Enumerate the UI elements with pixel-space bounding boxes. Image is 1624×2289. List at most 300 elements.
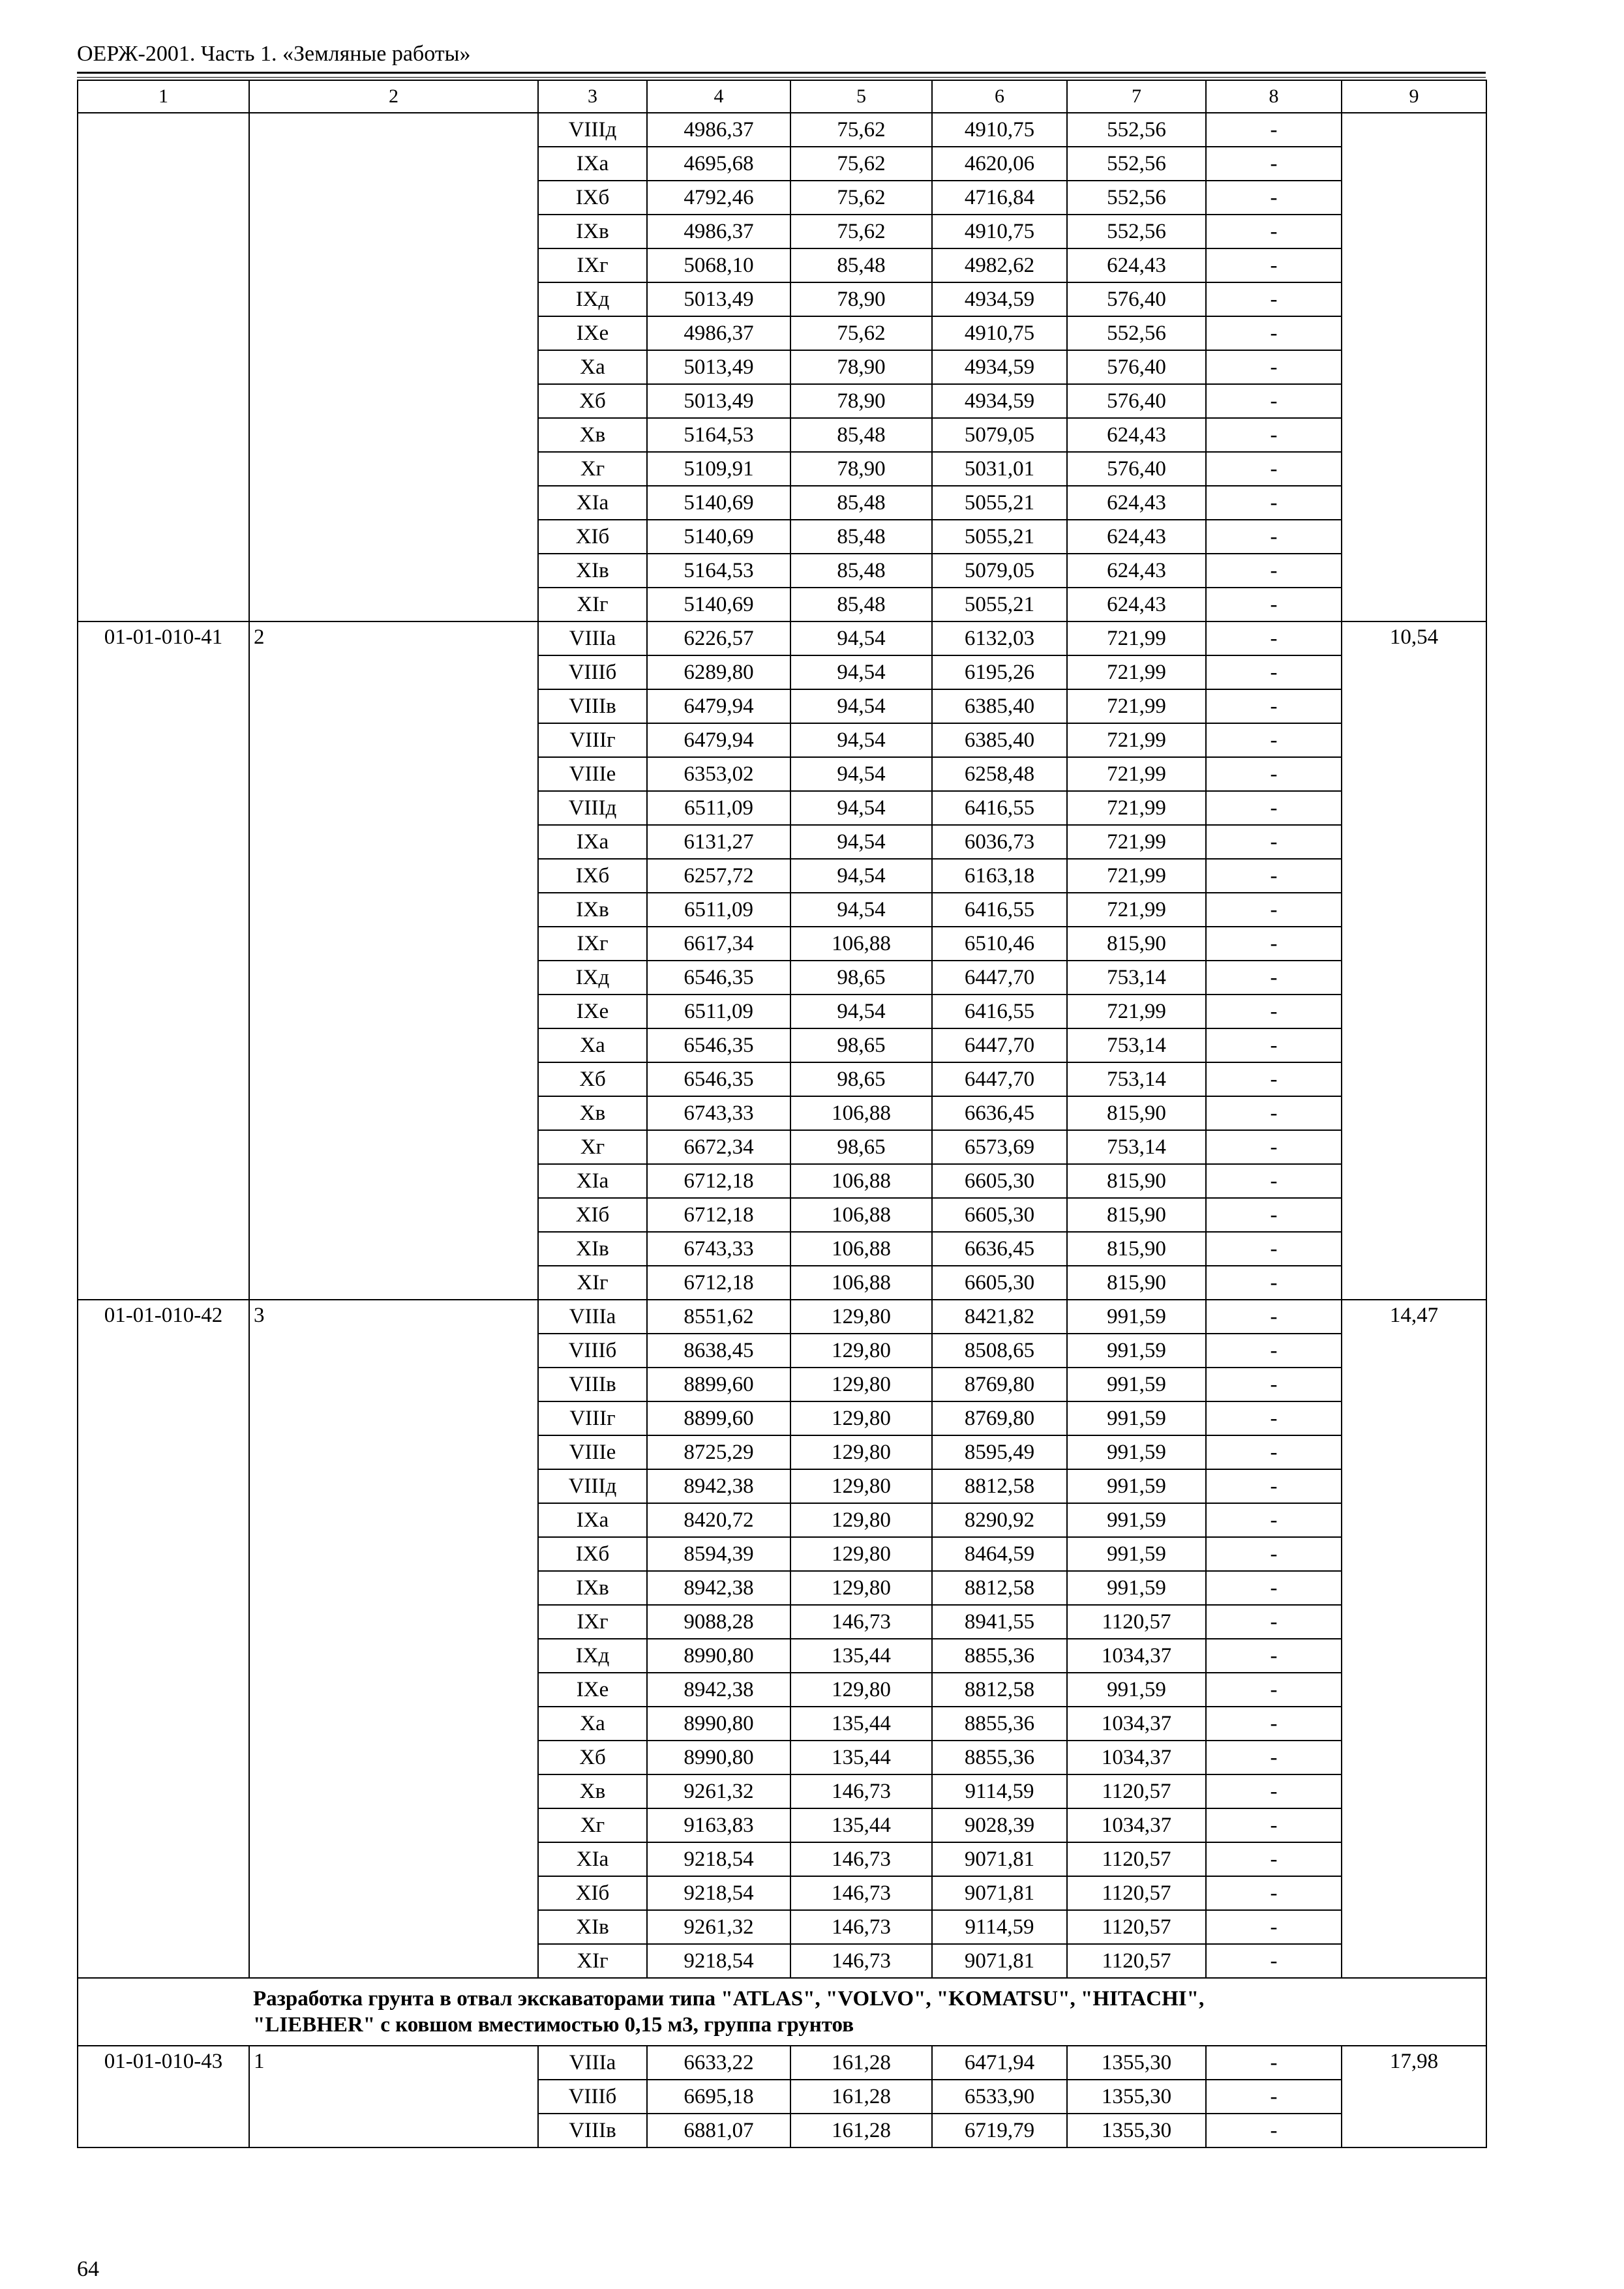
materials-cell: - (1206, 995, 1342, 1028)
machine-cost-cell: 5031,01 (932, 452, 1067, 486)
total-cost-cell: 6257,72 (647, 859, 790, 893)
total-cost-cell: 5140,69 (647, 520, 790, 554)
operator-wages-cell: 991,59 (1067, 1537, 1206, 1571)
soil-group-cell: Xб (538, 1062, 647, 1096)
operator-wages-cell: 624,43 (1067, 418, 1206, 452)
machine-cost-cell: 9071,81 (932, 1876, 1067, 1910)
wages-cell: 129,80 (790, 1537, 932, 1571)
operator-wages-cell: 1120,57 (1067, 1605, 1206, 1639)
wages-cell: 135,44 (790, 1707, 932, 1741)
wages-cell: 98,65 (790, 961, 932, 995)
machine-cost-cell: 4934,59 (932, 282, 1067, 316)
soil-group-cell: VIIIд (538, 791, 647, 825)
total-cost-cell: 6289,80 (647, 655, 790, 689)
labor-hours-cell: 10,54 (1342, 621, 1486, 1300)
soil-group-cell: VIIIд (538, 113, 647, 147)
soil-group-cell: XIб (538, 1876, 647, 1910)
soil-group-cell: Xв (538, 1096, 647, 1130)
operator-wages-cell: 721,99 (1067, 689, 1206, 723)
total-cost-cell: 9218,54 (647, 1944, 790, 1978)
materials-cell: - (1206, 723, 1342, 757)
soil-group-cell: IXв (538, 1571, 647, 1605)
table-row (78, 1300, 1486, 1334)
machine-cost-cell: 8508,65 (932, 1334, 1067, 1368)
soil-group-cell: IXг (538, 248, 647, 282)
total-cost-cell: 8990,80 (647, 1707, 790, 1741)
wages-cell: 106,88 (790, 1232, 932, 1266)
column-number: 3 (538, 80, 647, 113)
soil-group-cell: Xв (538, 418, 647, 452)
soil-group-cell: IXе (538, 316, 647, 350)
wages-cell: 98,65 (790, 1062, 932, 1096)
operator-wages-cell: 1034,37 (1067, 1639, 1206, 1673)
item-number-cell (249, 113, 538, 621)
materials-cell: - (1206, 384, 1342, 418)
table-row (78, 2046, 1486, 2080)
wages-cell: 106,88 (790, 1198, 932, 1232)
materials-cell: - (1206, 452, 1342, 486)
operator-wages-cell: 753,14 (1067, 1062, 1206, 1096)
materials-cell: - (1206, 1096, 1342, 1130)
operator-wages-cell: 1034,37 (1067, 1808, 1206, 1842)
materials-cell: - (1206, 1673, 1342, 1707)
operator-wages-cell: 991,59 (1067, 1368, 1206, 1401)
materials-cell: - (1206, 1334, 1342, 1368)
soil-group-cell: Xг (538, 1808, 647, 1842)
soil-group-cell: IXе (538, 1673, 647, 1707)
item-number-cell: 2 (249, 621, 538, 1300)
soil-group-cell: XIа (538, 486, 647, 520)
operator-wages-cell: 1355,30 (1067, 2114, 1206, 2147)
soil-group-cell: VIIIе (538, 1435, 647, 1469)
wages-cell: 85,48 (790, 418, 932, 452)
total-cost-cell: 4695,68 (647, 147, 790, 181)
total-cost-cell: 8942,38 (647, 1469, 790, 1503)
total-cost-cell: 8594,39 (647, 1537, 790, 1571)
machine-cost-cell: 6573,69 (932, 1130, 1067, 1164)
wages-cell: 94,54 (790, 825, 932, 859)
total-cost-cell: 5140,69 (647, 486, 790, 520)
total-cost-cell: 4986,37 (647, 316, 790, 350)
column-number: 6 (932, 80, 1067, 113)
machine-cost-cell: 6605,30 (932, 1164, 1067, 1198)
operator-wages-cell: 1355,30 (1067, 2080, 1206, 2114)
total-cost-cell: 9088,28 (647, 1605, 790, 1639)
total-cost-cell: 8942,38 (647, 1571, 790, 1605)
materials-cell: - (1206, 1571, 1342, 1605)
machine-cost-cell: 8855,36 (932, 1639, 1067, 1673)
materials-cell: - (1206, 1401, 1342, 1435)
operator-wages-cell: 721,99 (1067, 893, 1206, 927)
operator-wages-cell: 991,59 (1067, 1401, 1206, 1435)
materials-cell: - (1206, 961, 1342, 995)
section-title (249, 1978, 1486, 2046)
wages-cell: 161,28 (790, 2114, 932, 2147)
soil-group-cell: XIб (538, 520, 647, 554)
operator-wages-cell: 991,59 (1067, 1571, 1206, 1605)
wages-cell: 129,80 (790, 1503, 932, 1537)
operator-wages-cell: 991,59 (1067, 1334, 1206, 1368)
materials-cell: - (1206, 1605, 1342, 1639)
materials-cell: - (1206, 113, 1342, 147)
operator-wages-cell: 552,56 (1067, 113, 1206, 147)
machine-cost-cell: 6036,73 (932, 825, 1067, 859)
machine-cost-cell: 6447,70 (932, 1062, 1067, 1096)
materials-cell: - (1206, 1944, 1342, 1978)
machine-cost-cell: 8812,58 (932, 1571, 1067, 1605)
soil-group-cell: Xа (538, 1707, 647, 1741)
soil-group-cell: XIг (538, 1944, 647, 1978)
column-number: 1 (78, 80, 249, 113)
operator-wages-cell: 1120,57 (1067, 1944, 1206, 1978)
total-cost-cell: 6881,07 (647, 2114, 790, 2147)
rates-table (77, 80, 1487, 2148)
soil-group-cell: XIв (538, 1232, 647, 1266)
operator-wages-cell: 552,56 (1067, 147, 1206, 181)
total-cost-cell: 6546,35 (647, 961, 790, 995)
soil-group-cell: IXа (538, 825, 647, 859)
soil-group-cell: XIг (538, 588, 647, 621)
wages-cell: 94,54 (790, 893, 932, 927)
wages-cell: 129,80 (790, 1469, 932, 1503)
wages-cell: 129,80 (790, 1334, 932, 1368)
materials-cell: - (1206, 1503, 1342, 1537)
operator-wages-cell: 1120,57 (1067, 1774, 1206, 1808)
operator-wages-cell: 815,90 (1067, 1096, 1206, 1130)
total-cost-cell: 8638,45 (647, 1334, 790, 1368)
total-cost-cell: 8551,62 (647, 1300, 790, 1334)
materials-cell: - (1206, 588, 1342, 621)
operator-wages-cell: 721,99 (1067, 621, 1206, 655)
soil-group-cell: XIг (538, 1266, 647, 1300)
operator-wages-cell: 624,43 (1067, 588, 1206, 621)
machine-cost-cell: 6258,48 (932, 757, 1067, 791)
wages-cell: 146,73 (790, 1944, 932, 1978)
wages-cell: 106,88 (790, 1096, 932, 1130)
wages-cell: 129,80 (790, 1571, 932, 1605)
total-cost-cell: 6712,18 (647, 1164, 790, 1198)
total-cost-cell: 9261,32 (647, 1774, 790, 1808)
soil-group-cell: XIб (538, 1198, 647, 1232)
operator-wages-cell: 815,90 (1067, 1266, 1206, 1300)
section-header-row (78, 1978, 1486, 2046)
rate-code-cell: 01-01-010-43 (78, 2046, 249, 2147)
total-cost-cell: 9261,32 (647, 1910, 790, 1944)
operator-wages-cell: 624,43 (1067, 248, 1206, 282)
wages-cell: 75,62 (790, 215, 932, 248)
materials-cell: - (1206, 1198, 1342, 1232)
materials-cell: - (1206, 1435, 1342, 1469)
column-number: 8 (1206, 80, 1342, 113)
total-cost-cell: 6479,94 (647, 689, 790, 723)
operator-wages-cell: 576,40 (1067, 350, 1206, 384)
operator-wages-cell: 721,99 (1067, 859, 1206, 893)
soil-group-cell: VIIIб (538, 1334, 647, 1368)
materials-cell: - (1206, 1876, 1342, 1910)
operator-wages-cell: 991,59 (1067, 1673, 1206, 1707)
total-cost-cell: 6511,09 (647, 995, 790, 1028)
materials-cell: - (1206, 825, 1342, 859)
total-cost-cell: 5068,10 (647, 248, 790, 282)
operator-wages-cell: 576,40 (1067, 452, 1206, 486)
machine-cost-cell: 9071,81 (932, 1944, 1067, 1978)
materials-cell: - (1206, 554, 1342, 588)
soil-group-cell: IXа (538, 1503, 647, 1537)
section-blank-cell (78, 1978, 249, 2046)
operator-wages-cell: 815,90 (1067, 1232, 1206, 1266)
wages-cell: 98,65 (790, 1028, 932, 1062)
wages-cell: 146,73 (790, 1876, 932, 1910)
materials-cell: - (1206, 1164, 1342, 1198)
column-number: 7 (1067, 80, 1206, 113)
wages-cell: 94,54 (790, 655, 932, 689)
table-row (78, 621, 1486, 655)
machine-cost-cell: 6132,03 (932, 621, 1067, 655)
machine-cost-cell: 6636,45 (932, 1096, 1067, 1130)
total-cost-cell: 6511,09 (647, 893, 790, 927)
operator-wages-cell: 721,99 (1067, 723, 1206, 757)
total-cost-cell: 9218,54 (647, 1842, 790, 1876)
wages-cell: 94,54 (790, 621, 932, 655)
wages-cell: 78,90 (790, 452, 932, 486)
total-cost-cell: 6743,33 (647, 1232, 790, 1266)
section-title-line: "LIEBHER" с ковшом вместимостью 0,15 м3, группа грунтов (253, 2013, 854, 2037)
wages-cell: 106,88 (790, 1164, 932, 1198)
machine-cost-cell: 6533,90 (932, 2080, 1067, 2114)
total-cost-cell: 5164,53 (647, 554, 790, 588)
machine-cost-cell: 6510,46 (932, 927, 1067, 961)
page-header: ОЕРЖ-2001. Часть 1. «Земляные работы» (77, 42, 471, 66)
total-cost-cell: 6712,18 (647, 1198, 790, 1232)
wages-cell: 98,65 (790, 1130, 932, 1164)
operator-wages-cell: 576,40 (1067, 384, 1206, 418)
machine-cost-cell: 8421,82 (932, 1300, 1067, 1334)
column-number: 2 (249, 80, 538, 113)
materials-cell: - (1206, 1266, 1342, 1300)
soil-group-cell: VIIIв (538, 689, 647, 723)
header-rule-thin (77, 77, 1486, 78)
materials-cell: - (1206, 893, 1342, 927)
machine-cost-cell: 9028,39 (932, 1808, 1067, 1842)
materials-cell: - (1206, 181, 1342, 215)
soil-group-cell: Xб (538, 1741, 647, 1774)
operator-wages-cell: 753,14 (1067, 1130, 1206, 1164)
machine-cost-cell: 5055,21 (932, 520, 1067, 554)
operator-wages-cell: 721,99 (1067, 757, 1206, 791)
wages-cell: 146,73 (790, 1910, 932, 1944)
machine-cost-cell: 6605,30 (932, 1266, 1067, 1300)
materials-cell: - (1206, 282, 1342, 316)
machine-cost-cell: 6416,55 (932, 995, 1067, 1028)
table-body (78, 80, 1486, 2147)
total-cost-cell: 4986,37 (647, 215, 790, 248)
section-title-line: Разработка грунта в отвал экскаваторами типа "ATLAS", "VOLVO", "KOMATSU", "HITACHI", (253, 1987, 1205, 2011)
materials-cell: - (1206, 520, 1342, 554)
total-cost-cell: 6672,34 (647, 1130, 790, 1164)
machine-cost-cell: 9071,81 (932, 1842, 1067, 1876)
operator-wages-cell: 1120,57 (1067, 1910, 1206, 1944)
operator-wages-cell: 991,59 (1067, 1503, 1206, 1537)
total-cost-cell: 8990,80 (647, 1741, 790, 1774)
wages-cell: 135,44 (790, 1639, 932, 1673)
operator-wages-cell: 991,59 (1067, 1469, 1206, 1503)
machine-cost-cell: 9114,59 (932, 1910, 1067, 1944)
machine-cost-cell: 6447,70 (932, 1028, 1067, 1062)
header-rule (77, 72, 1486, 74)
operator-wages-cell: 815,90 (1067, 927, 1206, 961)
materials-cell: - (1206, 655, 1342, 689)
materials-cell: - (1206, 1707, 1342, 1741)
materials-cell: - (1206, 1232, 1342, 1266)
wages-cell: 85,48 (790, 486, 932, 520)
soil-group-cell: IXа (538, 147, 647, 181)
soil-group-cell: IXе (538, 995, 647, 1028)
wages-cell: 129,80 (790, 1435, 932, 1469)
wages-cell: 129,80 (790, 1673, 932, 1707)
soil-group-cell: IXд (538, 961, 647, 995)
operator-wages-cell: 552,56 (1067, 215, 1206, 248)
soil-group-cell: Xа (538, 1028, 647, 1062)
operator-wages-cell: 624,43 (1067, 520, 1206, 554)
operator-wages-cell: 1034,37 (1067, 1741, 1206, 1774)
soil-group-cell: VIIIа (538, 1300, 647, 1334)
operator-wages-cell: 1120,57 (1067, 1842, 1206, 1876)
soil-group-cell: XIа (538, 1164, 647, 1198)
machine-cost-cell: 8812,58 (932, 1469, 1067, 1503)
machine-cost-cell: 4716,84 (932, 181, 1067, 215)
total-cost-cell: 9163,83 (647, 1808, 790, 1842)
machine-cost-cell: 4934,59 (932, 384, 1067, 418)
materials-cell: - (1206, 147, 1342, 181)
soil-group-cell: IXг (538, 927, 647, 961)
machine-cost-cell: 5079,05 (932, 418, 1067, 452)
soil-group-cell: VIIIб (538, 655, 647, 689)
total-cost-cell: 6546,35 (647, 1062, 790, 1096)
wages-cell: 85,48 (790, 588, 932, 621)
soil-group-cell: IXб (538, 181, 647, 215)
materials-cell: - (1206, 2114, 1342, 2147)
materials-cell: - (1206, 1300, 1342, 1334)
soil-group-cell: VIIIд (538, 1469, 647, 1503)
soil-group-cell: VIIIг (538, 1401, 647, 1435)
machine-cost-cell: 6636,45 (932, 1232, 1067, 1266)
operator-wages-cell: 1355,30 (1067, 2046, 1206, 2080)
soil-group-cell: IXб (538, 1537, 647, 1571)
machine-cost-cell: 5079,05 (932, 554, 1067, 588)
total-cost-cell: 9218,54 (647, 1876, 790, 1910)
materials-cell: - (1206, 1368, 1342, 1401)
total-cost-cell: 8899,60 (647, 1368, 790, 1401)
wages-cell: 78,90 (790, 384, 932, 418)
operator-wages-cell: 815,90 (1067, 1164, 1206, 1198)
materials-cell: - (1206, 2080, 1342, 2114)
soil-group-cell: VIIIа (538, 621, 647, 655)
rate-code-cell (78, 113, 249, 621)
soil-group-cell: VIIIв (538, 2114, 647, 2147)
wages-cell: 94,54 (790, 791, 932, 825)
total-cost-cell: 5164,53 (647, 418, 790, 452)
materials-cell: - (1206, 859, 1342, 893)
materials-cell: - (1206, 248, 1342, 282)
machine-cost-cell: 8769,80 (932, 1401, 1067, 1435)
materials-cell: - (1206, 2046, 1342, 2080)
machine-cost-cell: 8855,36 (932, 1707, 1067, 1741)
labor-hours-cell: 17,98 (1342, 2046, 1486, 2147)
wages-cell: 75,62 (790, 181, 932, 215)
total-cost-cell: 8420,72 (647, 1503, 790, 1537)
soil-group-cell: XIа (538, 1842, 647, 1876)
operator-wages-cell: 721,99 (1067, 995, 1206, 1028)
machine-cost-cell: 8290,92 (932, 1503, 1067, 1537)
rate-code-cell: 01-01-010-42 (78, 1300, 249, 1978)
machine-cost-cell: 6385,40 (932, 689, 1067, 723)
wages-cell: 85,48 (790, 520, 932, 554)
soil-group-cell: IXд (538, 282, 647, 316)
operator-wages-cell: 576,40 (1067, 282, 1206, 316)
wages-cell: 75,62 (790, 113, 932, 147)
machine-cost-cell: 6416,55 (932, 791, 1067, 825)
machine-cost-cell: 8595,49 (932, 1435, 1067, 1469)
soil-group-cell: VIIIг (538, 723, 647, 757)
total-cost-cell: 6712,18 (647, 1266, 790, 1300)
operator-wages-cell: 991,59 (1067, 1435, 1206, 1469)
wages-cell: 94,54 (790, 859, 932, 893)
total-cost-cell: 6226,57 (647, 621, 790, 655)
total-cost-cell: 6695,18 (647, 2080, 790, 2114)
machine-cost-cell: 6719,79 (932, 2114, 1067, 2147)
total-cost-cell: 4792,46 (647, 181, 790, 215)
materials-cell: - (1206, 1537, 1342, 1571)
total-cost-cell: 6617,34 (647, 927, 790, 961)
operator-wages-cell: 815,90 (1067, 1198, 1206, 1232)
total-cost-cell: 6511,09 (647, 791, 790, 825)
soil-group-cell: XIв (538, 1910, 647, 1944)
materials-cell: - (1206, 927, 1342, 961)
machine-cost-cell: 8769,80 (932, 1368, 1067, 1401)
wages-cell: 75,62 (790, 147, 932, 181)
total-cost-cell: 8990,80 (647, 1639, 790, 1673)
total-cost-cell: 5013,49 (647, 350, 790, 384)
wages-cell: 161,28 (790, 2080, 932, 2114)
soil-group-cell: Xг (538, 1130, 647, 1164)
machine-cost-cell: 4910,75 (932, 316, 1067, 350)
operator-wages-cell: 624,43 (1067, 486, 1206, 520)
machine-cost-cell: 8941,55 (932, 1605, 1067, 1639)
soil-group-cell: IXв (538, 893, 647, 927)
soil-group-cell: Xв (538, 1774, 647, 1808)
wages-cell: 85,48 (790, 554, 932, 588)
operator-wages-cell: 1120,57 (1067, 1876, 1206, 1910)
column-number: 4 (647, 80, 790, 113)
machine-cost-cell: 5055,21 (932, 588, 1067, 621)
column-number: 9 (1342, 80, 1486, 113)
wages-cell: 106,88 (790, 1266, 932, 1300)
materials-cell: - (1206, 1062, 1342, 1096)
table-row (78, 113, 1486, 147)
wages-cell: 94,54 (790, 689, 932, 723)
wages-cell: 94,54 (790, 723, 932, 757)
total-cost-cell: 8942,38 (647, 1673, 790, 1707)
wages-cell: 129,80 (790, 1368, 932, 1401)
operator-wages-cell: 624,43 (1067, 554, 1206, 588)
machine-cost-cell: 4982,62 (932, 248, 1067, 282)
materials-cell: - (1206, 1842, 1342, 1876)
total-cost-cell: 6743,33 (647, 1096, 790, 1130)
materials-cell: - (1206, 316, 1342, 350)
total-cost-cell: 5013,49 (647, 282, 790, 316)
soil-group-cell: XIв (538, 554, 647, 588)
soil-group-cell: IXб (538, 859, 647, 893)
